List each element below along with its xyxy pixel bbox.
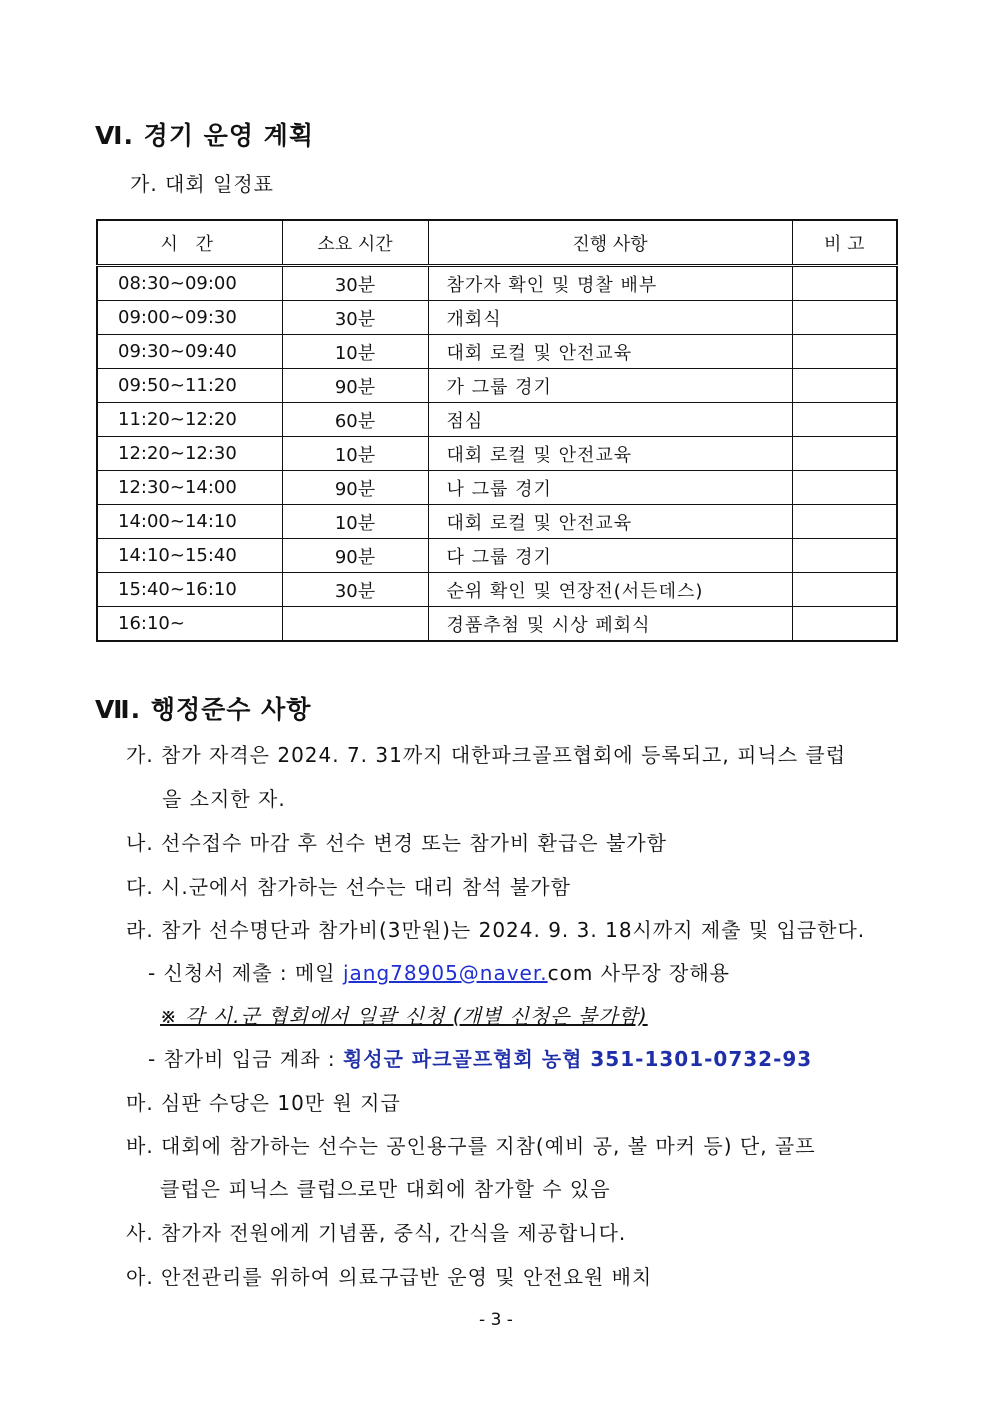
cell-item: 나 그룹 경기 bbox=[428, 471, 792, 505]
rule-ra: 라. 참가 선수명단과 참가비(3만원)는 2024. 9. 3. 18시까지 제출 및 입금한다. bbox=[126, 918, 866, 942]
cell-duration bbox=[282, 607, 428, 642]
cell-note bbox=[792, 369, 897, 403]
rule-a: 아. 안전관리를 위하여 의료구급반 운영 및 안전요원 배치 bbox=[126, 1265, 653, 1289]
section-7-heading: Ⅶ. 행정준수 사항 bbox=[95, 695, 312, 724]
cell-item: 가 그룹 경기 bbox=[428, 369, 792, 403]
cell-time: 08:30~09:00 bbox=[97, 266, 282, 301]
cell-item: 대회 로컬 및 안전교육 bbox=[428, 335, 792, 369]
cell-time: 09:50~11:20 bbox=[97, 369, 282, 403]
bank-account: 횡성군 파크골프협회 농협 351-1301-0732-93 bbox=[342, 1047, 813, 1071]
cell-duration: 30분 bbox=[282, 573, 428, 607]
cell-item: 개회식 bbox=[428, 301, 792, 335]
header-item: 진행 사항 bbox=[428, 220, 792, 266]
cell-note bbox=[792, 437, 897, 471]
cell-time: 12:30~14:00 bbox=[97, 471, 282, 505]
table-row bbox=[97, 335, 897, 369]
cell-item: 순위 확인 및 연장전(서든데스) bbox=[428, 573, 792, 607]
table-header-row bbox=[97, 220, 897, 266]
header-note: 비 고 bbox=[792, 220, 897, 266]
cell-item: 경품추첨 및 시상 페회식 bbox=[428, 607, 792, 642]
email-link[interactable]: jang78905@naver. bbox=[342, 961, 548, 985]
cell-time: 09:00~09:30 bbox=[97, 301, 282, 335]
cell-duration: 30분 bbox=[282, 301, 428, 335]
application-suffix: com 사무장 장해용 bbox=[547, 961, 730, 985]
cell-duration: 10분 bbox=[282, 437, 428, 471]
header-time: 시 간 bbox=[97, 220, 282, 266]
page-number: - 3 - bbox=[479, 1310, 513, 1330]
cell-note bbox=[792, 301, 897, 335]
table-row bbox=[97, 471, 897, 505]
cell-time: 15:40~16:10 bbox=[97, 573, 282, 607]
cell-duration: 10분 bbox=[282, 505, 428, 539]
table-row bbox=[97, 369, 897, 403]
rule-ba-line2: 클럽은 피닉스 클럽으로만 대회에 참가할 수 있음 bbox=[160, 1177, 611, 1201]
cell-duration: 90분 bbox=[282, 471, 428, 505]
schedule-table bbox=[96, 219, 898, 642]
table-row bbox=[97, 539, 897, 573]
cell-item: 대회 로컬 및 안전교육 bbox=[428, 437, 792, 471]
rule-ba-line1: 바. 대회에 참가하는 선수는 공인용구를 지참(예비 공, 볼 마커 등) 단, 골프 bbox=[126, 1134, 816, 1158]
cell-item: 참가자 확인 및 명찰 배부 bbox=[428, 266, 792, 301]
cell-time: 14:10~15:40 bbox=[97, 539, 282, 573]
rule-ga-line2: 을 소지한 자. bbox=[162, 787, 286, 811]
application-line bbox=[148, 957, 730, 986]
cell-note bbox=[792, 573, 897, 607]
schedule-subheading: 가. 대회 일정표 bbox=[130, 172, 274, 196]
table-row bbox=[97, 607, 897, 642]
cell-note bbox=[792, 471, 897, 505]
cell-time: 16:10~ bbox=[97, 607, 282, 642]
cell-time: 09:30~09:40 bbox=[97, 335, 282, 369]
header-duration: 소요 시간 bbox=[282, 220, 428, 266]
cell-duration: 10분 bbox=[282, 335, 428, 369]
cell-note bbox=[792, 539, 897, 573]
fee-prefix: - 참가비 입금 계좌 : bbox=[148, 1047, 343, 1071]
cell-note bbox=[792, 403, 897, 437]
cell-time: 14:00~14:10 bbox=[97, 505, 282, 539]
cell-note bbox=[792, 335, 897, 369]
cell-item: 점심 bbox=[428, 403, 792, 437]
fee-line bbox=[148, 1043, 812, 1072]
cell-time: 12:20~12:30 bbox=[97, 437, 282, 471]
table-row bbox=[97, 573, 897, 607]
cell-note bbox=[792, 266, 897, 301]
cell-duration: 90분 bbox=[282, 369, 428, 403]
rule-ga-line1: 가. 참가 자격은 2024. 7. 31까지 대한파크골프협회에 등록되고, 피닉스 클럽 bbox=[126, 743, 847, 767]
cell-note bbox=[792, 607, 897, 642]
application-prefix: - 신청서 제출 : 메일 bbox=[148, 961, 343, 985]
table-row bbox=[97, 437, 897, 471]
rule-sa: 사. 참가자 전원에게 기념품, 중식, 간식을 제공합니다. bbox=[126, 1221, 627, 1245]
cell-note bbox=[792, 505, 897, 539]
table-row bbox=[97, 301, 897, 335]
rule-na: 나. 선수접수 마감 후 선수 변경 또는 참가비 환급은 불가함 bbox=[126, 831, 667, 855]
application-note: ※ 각 시.군 협회에서 일괄 신청 (개별 신청은 불가함) bbox=[160, 1004, 648, 1028]
section-6-heading: Ⅵ. 경기 운영 계획 bbox=[95, 121, 314, 150]
cell-item: 대회 로컬 및 안전교육 bbox=[428, 505, 792, 539]
cell-time: 11:20~12:20 bbox=[97, 403, 282, 437]
cell-duration: 30분 bbox=[282, 266, 428, 301]
table-row bbox=[97, 505, 897, 539]
table-row bbox=[97, 266, 897, 301]
cell-duration: 60분 bbox=[282, 403, 428, 437]
cell-duration: 90분 bbox=[282, 539, 428, 573]
table-row bbox=[97, 403, 897, 437]
rule-ma: 마. 심판 수당은 10만 원 지급 bbox=[126, 1091, 401, 1115]
rule-da: 다. 시.군에서 참가하는 선수는 대리 참석 불가함 bbox=[126, 875, 571, 899]
cell-item: 다 그룹 경기 bbox=[428, 539, 792, 573]
